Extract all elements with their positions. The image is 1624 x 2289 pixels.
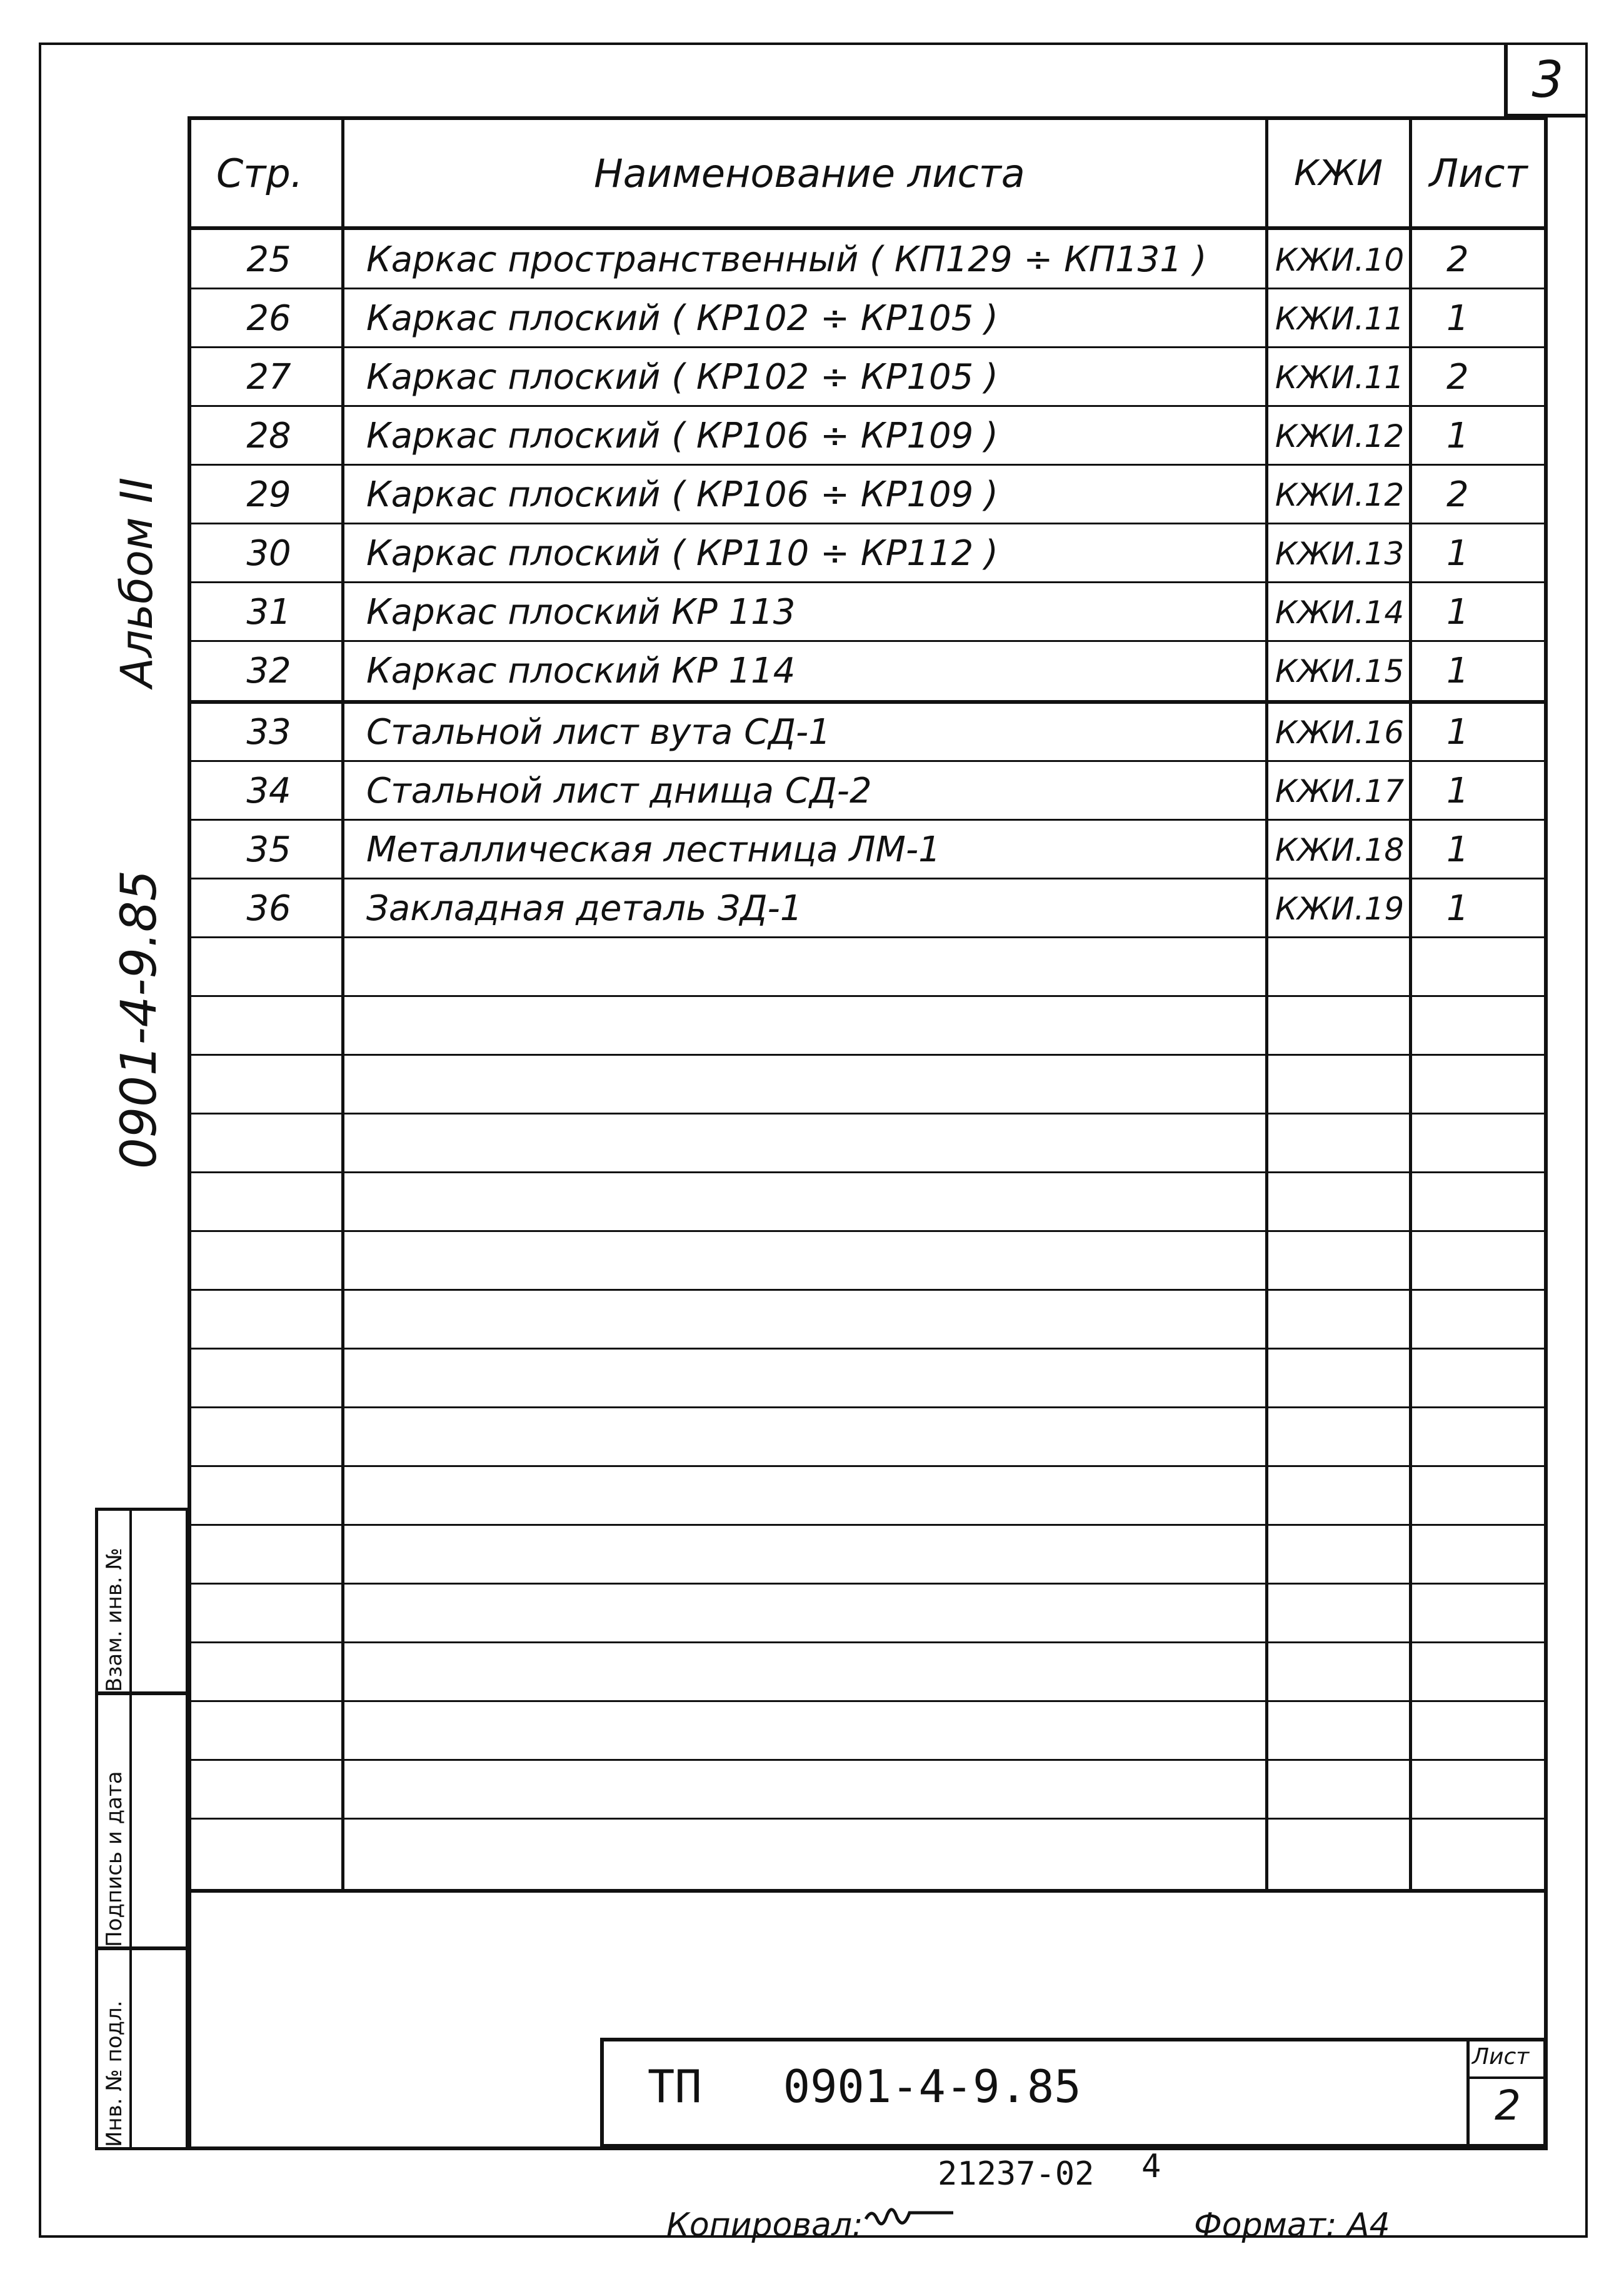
- row-divider: [191, 1171, 1544, 1173]
- row-divider: [191, 1465, 1544, 1467]
- row-divider: [191, 1818, 1544, 1820]
- table-row: [191, 230, 1544, 289]
- table-row: [191, 348, 1544, 407]
- row-sheet: 2: [1446, 239, 1469, 280]
- table-row: [191, 406, 1544, 466]
- row-sheet: 2: [1446, 357, 1469, 398]
- row-name: Каркас плоский ( КР102 ÷ КР105 ): [366, 357, 998, 398]
- row-sheet: 1: [1446, 533, 1469, 574]
- row-name: Металлическая лестница ЛМ-1: [366, 829, 941, 870]
- table-row: [191, 583, 1544, 642]
- row-divider: [191, 1348, 1544, 1350]
- row-code: КЖИ.16: [1275, 714, 1405, 751]
- header-sheet: Лист: [1429, 150, 1528, 196]
- row-name: Каркас плоский ( КР106 ÷ КР109 ): [366, 416, 998, 456]
- row-name: Каркас пространственный ( КП129 ÷ КП131 ): [366, 239, 1207, 280]
- row-sheet: 2: [1446, 474, 1469, 515]
- header-name: Наименование листа: [594, 150, 1025, 196]
- table-bottom: [191, 1889, 1544, 1893]
- vertical-doc-code: 0901-4-9.85: [111, 869, 168, 1169]
- album-label: Альбом II: [111, 477, 163, 688]
- table-row: [191, 289, 1544, 348]
- row-sheet: 1: [1446, 888, 1469, 929]
- row-page: 36: [246, 888, 291, 929]
- row-name: Каркас плоский КР 114: [366, 651, 796, 691]
- row-code: КЖИ.17: [1275, 773, 1405, 809]
- header-page: Стр.: [216, 150, 303, 196]
- row-name: Стальной лист днища СД-2: [366, 771, 872, 811]
- row-divider: [191, 936, 1544, 938]
- row-sheet: 1: [1446, 416, 1469, 456]
- header-code: КЖИ: [1294, 153, 1383, 194]
- row-page: 33: [246, 712, 291, 753]
- order-number: 21237-02: [938, 2155, 1095, 2193]
- side-stamp-vzam: [95, 1508, 189, 1695]
- row-name: Каркас плоский ( КР110 ÷ КР112 ): [366, 533, 998, 574]
- table-row: [191, 820, 1544, 879]
- row-code: КЖИ.13: [1275, 535, 1405, 572]
- row-divider: [191, 1759, 1544, 1761]
- table-row: [191, 761, 1544, 821]
- title-designation: ТП 0901-4-9.85: [648, 2060, 1081, 2113]
- format-label: Формат: А4: [1194, 2206, 1390, 2244]
- table-row: [191, 524, 1544, 583]
- row-code: КЖИ.11: [1275, 300, 1405, 337]
- row-divider: [191, 1641, 1544, 1643]
- row-name: Стальной лист вута СД-1: [366, 712, 831, 753]
- side-stamp-inv: [95, 1946, 189, 2150]
- title-sheet-label: Лист: [1472, 2044, 1530, 2070]
- row-sheet: 1: [1446, 592, 1469, 633]
- side-stamp-podpis: [95, 1691, 189, 1950]
- row-code: КЖИ.12: [1275, 418, 1405, 454]
- title-sheet-value: 2: [1495, 2081, 1521, 2130]
- row-page: 29: [246, 474, 291, 515]
- row-divider: [191, 1113, 1544, 1114]
- row-name: Каркас плоский ( КР102 ÷ КР105 ): [366, 298, 998, 339]
- row-divider: [191, 995, 1544, 997]
- row-sheet: 1: [1446, 651, 1469, 691]
- table-row: [191, 465, 1544, 524]
- side-stamp-inv-label: Инв. № подл.: [102, 2000, 127, 2147]
- page-number: 3: [1504, 45, 1588, 118]
- row-divider: [191, 1524, 1544, 1526]
- row-sheet: 1: [1446, 829, 1469, 870]
- copied-label: Копировал:: [666, 2206, 863, 2244]
- row-sheet: 1: [1446, 771, 1469, 811]
- row-page: 25: [246, 239, 291, 280]
- row-page: 34: [246, 771, 291, 811]
- row-divider: [191, 1406, 1544, 1408]
- row-code: КЖИ.18: [1275, 831, 1405, 868]
- title-block: [600, 2038, 1547, 2148]
- order-suffix: 4: [1141, 2148, 1161, 2185]
- row-divider: [191, 1700, 1544, 1702]
- row-page: 35: [246, 829, 291, 870]
- row-name: Закладная деталь ЗД-1: [366, 888, 803, 929]
- row-code: КЖИ.12: [1275, 476, 1405, 513]
- row-page: 32: [246, 651, 291, 691]
- row-name: Каркас плоский ( КР106 ÷ КР109 ): [366, 474, 998, 515]
- copied-signature: [863, 2200, 963, 2238]
- side-stamp-podpis-label: Подпись и дата: [102, 1771, 127, 1947]
- row-divider: [191, 1054, 1544, 1056]
- table-row: [191, 641, 1544, 701]
- row-code: КЖИ.14: [1275, 594, 1405, 631]
- row-page: 30: [246, 533, 291, 574]
- row-divider: [191, 1583, 1544, 1585]
- row-page: 26: [246, 298, 291, 339]
- row-code: КЖИ.15: [1275, 653, 1405, 689]
- side-stamp-vzam-label: Взам. инв. №: [102, 1548, 127, 1692]
- row-code: КЖИ.10: [1275, 241, 1405, 278]
- row-sheet: 1: [1446, 298, 1469, 339]
- row-name: Каркас плоский КР 113: [366, 592, 796, 633]
- row-sheet: 1: [1446, 712, 1469, 753]
- row-page: 27: [246, 357, 291, 398]
- row-page: 31: [246, 592, 291, 633]
- table-row: [191, 879, 1544, 938]
- row-page: 28: [246, 416, 291, 456]
- row-code: КЖИ.11: [1275, 359, 1405, 396]
- row-divider: [191, 1289, 1544, 1291]
- table-row: [191, 703, 1544, 762]
- row-code: КЖИ.19: [1275, 890, 1405, 927]
- title-sheet-cell: [1466, 2041, 1546, 2144]
- row-divider: [191, 1230, 1544, 1232]
- sheet-list-table: [188, 116, 1548, 1885]
